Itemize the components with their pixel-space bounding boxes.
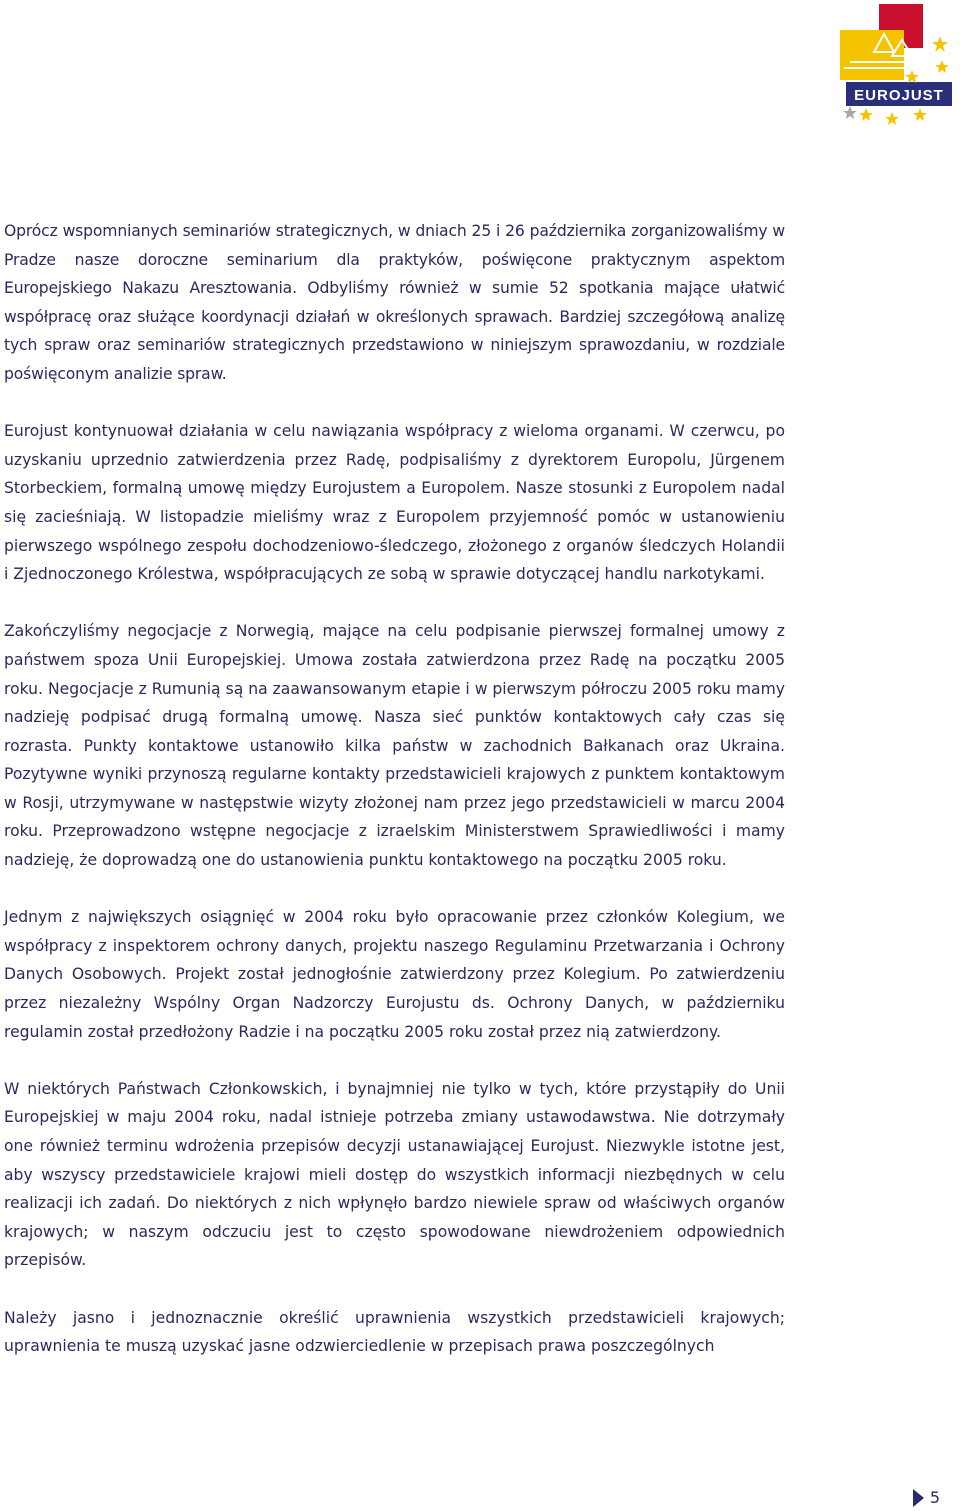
paragraph-data-protection: Jednym z największych osiągnięć w 2004 roku było opracowanie przez członków Kolegium, we współpracy z inspektorem ochrony danych, projektu naszego Regulaminu Przetwarzania i Ochrony Danych Osobowych. Projekt został jednogłośnie zatwierdzony przez Kolegium. Po zatwierdzeniu przez niezależny Wspólny Organ Nadzorczy Eurojustu ds. Ochrony Danych, w październiku regulamin został przedłożony Radzie i na początku 2005 roku został przez nią zatwierdzony. <box>4 908 785 1041</box>
paragraph-powers: Należy jasno i jednoznacznie określić uprawnienia wszystkich przedstawicieli krajowych; uprawnienia te muszą uzyskać jasne odzwierciedlenie w przepisach prawa poszczególnych <box>4 1308 785 1356</box>
arrow-right-icon <box>913 1489 924 1507</box>
logo-text: EUROJUST <box>854 87 944 104</box>
paragraph-legislation: W niektórych Państwach Członkowskich, i bynajmniej nie tylko w tych, które przystąpiły do Unii Europejskiej w maju 2004 roku, nadal istnieje potrzeba zmiany ustawodawstwa. Nie dotrzymały one również terminu wdrożenia przepisów decyzji ustanawiającej Eurojust. Niezwykle istotne jest, aby wszyscy przedstawiciele krajowi mieli dostęp do wszystkich informacji niezbędnych w celu realizacji ich zadań. Do niektórych z nich wpłynęło bardzo niewiele spraw od właściwych organów krajowych; w naszym odczuciu jest to często spowodowane niewdrożeniem odpowiednich przepisów. <box>4 1079 785 1270</box>
paragraph-europol: Eurojust kontynuował działania w celu nawiązania współpracy z wieloma organami. W czerwcu, po uzyskaniu uprzednio zatwierdzenia przez Radę, podpisaliśmy z dyrektorem Europolu, Jürgenem Storbeckiem, formalną umowę między Eurojustem a Europolem. Nasze stosunki z Europolem nadal się zacieśniają. W listopadzie mieliśmy wraz z Europolem przyjemność pomóc w ustanowieniu pierwszego wspólnego zespołu dochodzeniowo-śledczego, złożonego z organów śledczych Holandii i Zjednoczonego Królestwa, współpracujących ze sobą w sprawie dotyczącej handlu narkotykami. <box>4 422 785 584</box>
document-body <box>4 217 785 1389</box>
eurojust-logo <box>836 4 956 128</box>
page-number-value: 5 <box>929 1488 940 1507</box>
paragraph-seminars: Oprócz wspomnianych seminariów strategicznych, w dniach 25 i 26 października zorganizowaliśmy w Pradze nasze doroczne seminarium dla praktyków, poświęcone praktycznym aspektom Europejskiego Nakazu Aresztowania. Odbyliśmy również w sumie 52 spotkania mające ułatwić współpracę oraz służące koordynacji działań w określonych sprawach. Bardziej szczegółową analizę tych spraw oraz seminariów strategicznych przedstawiono w niniejszym sprawozdaniu, w rozdziale poświęconym analizie spraw. <box>4 222 785 383</box>
page-number <box>913 1488 940 1507</box>
paragraph-agreements: Zakończyliśmy negocjacje z Norwegią, mające na celu podpisanie pierwszej formalnej umowy z państwem spoza Unii Europejskiej. Umowa została zatwierdzona przez Radę na początku 2005 roku. Negocjacje z Rumunią są na zaawansowanym etapie i w pierwszym półroczu 2005 roku mamy nadzieję podpisać drugą formalną umowę. Nasza sieć punktów kontaktowych cały czas się rozrasta. Punkty kontaktowe ustanowiło kilka państw w zachodnich Bałkanach oraz Ukraina. Pozytywne wyniki przynoszą regularne kontakty przedstawicieli krajowych z punktem kontaktowym w Rosji, utrzymywane w następstwie wizyty złożonej nam przez jego przedstawicieli w marcu 2004 roku. Przeprowadzono wstępne negocjacje z izraelskim Ministerstwem Sprawiedliwości i mamy nadzieję, że doprowadzą one do ustanowienia punktu kontaktowego na początku 2005 roku. <box>4 622 785 870</box>
